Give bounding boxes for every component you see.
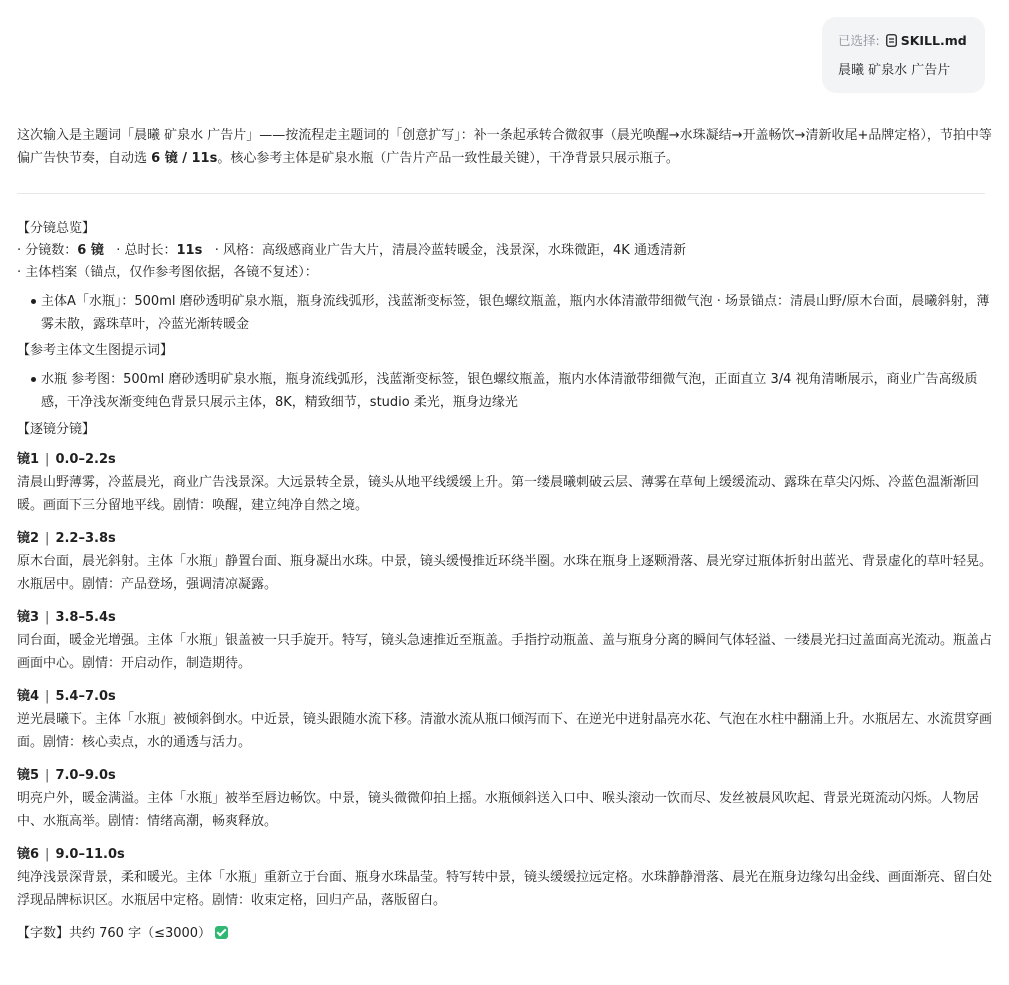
shot-time: 5.4–7.0s (55, 689, 116, 704)
shot-item (17, 607, 992, 675)
attachment-row (838, 31, 969, 49)
shot-item (17, 449, 992, 517)
shot-item (17, 844, 992, 912)
ref-title: 【参考主体文生图提示词】 (17, 343, 174, 358)
attachment-file-name[interactable]: SKILL.md (900, 32, 967, 48)
shot-separator: | (45, 610, 50, 625)
shot-label: 镜3 (17, 610, 40, 625)
shot-label: 镜5 (17, 768, 40, 783)
subject-archive-label: · 主体档案（锚点，仅作参考图依据，各镜不复述）： (17, 265, 318, 280)
intro-text-1: 这次输入是主题词「晨曦 矿泉水 广告片」——按流程走主题词的「创意扩写」：补一条起承转合微叙事（晨光唤醒→水珠凝结→开盖畅饮→清新收尾+品牌定格），节拍中等偏广告快节奏，自动选 (17, 128, 992, 166)
shot-header (17, 844, 992, 866)
shot-separator: | (45, 689, 50, 704)
subject-a-text: 主体A「水瓶」：500ml 磨砂透明矿泉水瓶，瓶身流线弧形，浅蓝渐变标签，银色螺纹瓶盖，瓶内水体清澈带细微气泡 · 场景锚点：清晨山野/原木台面，晨曦斜射，薄雾未散，露珠草叶，冷蓝光渐转暖金 (41, 294, 990, 332)
shot-time: 2.2–3.8s (55, 531, 116, 546)
shot-body: 逆光晨曦下。主体「水瓶」被倾斜倒水。中近景，镜头跟随水流下移。清澈水流从瓶口倾泻而下、在逆光中迸射晶亮水花、气泡在水柱中翻涌上升。水瓶居左、水流贯穿画面。剧情：核心卖点，水的通透与活力。 (17, 712, 992, 750)
shot-label: 镜2 (17, 531, 40, 546)
shot-item (17, 686, 992, 754)
shot-label: 镜4 (17, 689, 40, 704)
duration-label: · 总时长： (116, 243, 177, 258)
word-count-text: 【字数】共约 760 字（≤3000） (17, 926, 212, 941)
word-count (17, 923, 992, 945)
duration-value: 11s (176, 243, 203, 258)
bullet-dot (31, 299, 36, 304)
check-icon (215, 926, 228, 939)
overview-stats (17, 240, 992, 262)
ref-item (17, 368, 992, 414)
shot-header (17, 449, 992, 471)
file-icon (886, 34, 897, 47)
shot-separator: | (45, 847, 50, 862)
shots-value: 6 镜 (77, 243, 104, 258)
user-message-text: 晨曦 矿泉水 广告片 (838, 63, 951, 78)
overview-title: 【分镜总览】 (17, 221, 96, 236)
shots-label: · 分镜数： (17, 243, 78, 258)
shot-body: 原木台面，晨光斜射。主体「水瓶」静置台面、瓶身凝出水珠。中景，镜头缓慢推近环绕半圈。水珠在瓶身上逐颗滑落、晨光穿过瓶体折射出蓝光、背景虚化的草叶轻晃。水瓶居中。剧情：产品登场，强调清凉凝露。 (17, 554, 992, 592)
shot-header (17, 528, 992, 550)
shots-title: 【逐镜分镜】 (17, 422, 96, 437)
shot-body: 纯净浅景深背景，柔和暖光。主体「水瓶」重新立于台面、瓶身水珠晶莹。特写转中景，镜头缓缓拉远定格。水珠静静滑落、晨光在瓶身边缘勾出金线、画面渐亮、留白处浮现品牌标识区。水瓶居中定格。剧情：收束定格，回归产品，落版留白。 (17, 870, 992, 908)
shot-time: 9.0–11.0s (55, 847, 125, 862)
assistant-response (17, 124, 992, 945)
bullet-dot (31, 377, 36, 382)
attachment-label: 已选择: (838, 33, 880, 48)
shot-header (17, 765, 992, 787)
user-message-bubble (822, 17, 985, 93)
shot-item (17, 765, 992, 833)
ref-item-text: 水瓶 参考图：500ml 磨砂透明矿泉水瓶，瓶身流线弧形，浅蓝渐变标签，银色螺纹瓶盖，瓶内水体清澈带细微气泡，正面直立 3/4 视角清晰展示，商业广告高级质感，干净浅灰渐变纯色背景只展示主体，8K，精致细节，studio 柔光，瓶身边缘光 (41, 372, 978, 410)
subject-a-item (17, 290, 992, 336)
shot-header (17, 686, 992, 708)
shot-body: 明亮户外，暖金满溢。主体「水瓶」被举至唇边畅饮。中景，镜头微微仰拍上摇。水瓶倾斜送入口中、喉头滚动一饮而尽、发丝被晨风吹起、背景光斑流动闪烁。人物居中、水瓶高举。剧情：情绪高潮，畅爽释放。 (17, 791, 980, 829)
shot-label: 镜1 (17, 452, 40, 467)
shot-separator: | (45, 452, 50, 467)
style-text: · 风格：高级感商业广告大片，清晨冷蓝转暖金，浅景深，水珠微距，4K 通透清新 (214, 243, 686, 258)
shot-separator: | (45, 531, 50, 546)
shot-time: 0.0–2.2s (55, 452, 116, 467)
intro-bold: 6 镜 / 11s (151, 151, 218, 166)
intro-paragraph (17, 124, 992, 170)
shot-time: 3.8–5.4s (55, 610, 116, 625)
shot-item (17, 528, 992, 596)
shot-body: 清晨山野薄雾，冷蓝晨光，商业广告浅景深。大远景转全景，镜头从地平线缓缓上升。第一缕晨曦刺破云层、薄雾在草甸上缓缓流动、露珠在草尖闪烁、冷蓝色温渐渐回暖。画面下三分留地平线。剧情：唤醒，建立纯净自然之境。 (17, 475, 980, 513)
shot-separator: | (45, 768, 50, 783)
shot-label: 镜6 (17, 847, 40, 862)
shot-list (17, 449, 992, 912)
shot-header (17, 607, 992, 629)
intro-text-2: 。核心参考主体是矿泉水瓶（广告片产品一致性最关键），干净背景只展示瓶子。 (217, 151, 679, 166)
shot-body: 同台面，暖金光增强。主体「水瓶」银盖被一只手旋开。特写，镜头急速推近至瓶盖。手指拧动瓶盖、盖与瓶身分离的瞬间气体轻溢、一缕晨光扫过盖面高光流动。瓶盖占画面中心。剧情：开启动作，制造期待。 (17, 633, 992, 671)
shot-time: 7.0–9.0s (55, 768, 116, 783)
